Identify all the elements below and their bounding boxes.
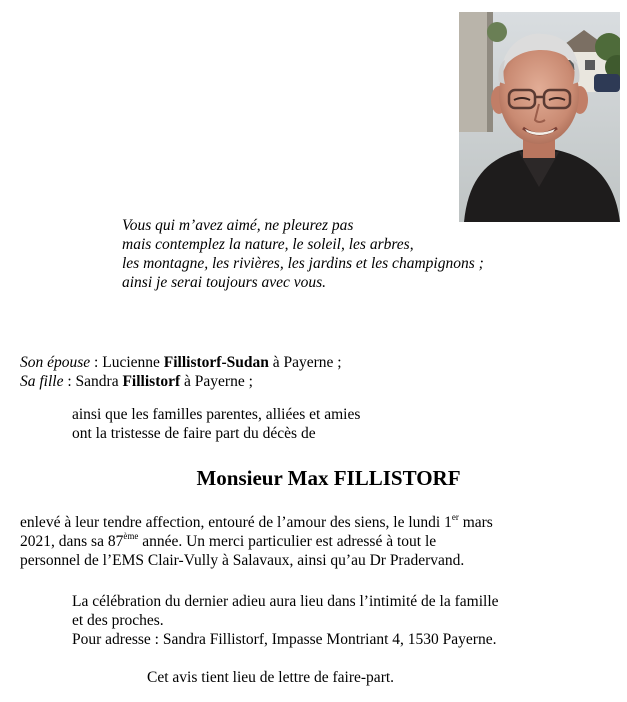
- announcement-line-2: ont la tristesse de faire part du décès de: [72, 425, 316, 442]
- daughter-name: Fillistorf: [122, 373, 181, 390]
- poem-line-3: les montagne, les rivières, les jardins et les champignons ;: [122, 255, 484, 272]
- spouse-role: Son épouse: [20, 354, 91, 371]
- poem-line-1: Vous qui m’avez aimé, ne pleurez pas: [122, 217, 354, 234]
- spouse-line: [20, 353, 342, 373]
- poem-line-4: ainsi je serai toujours avec vous.: [122, 274, 327, 291]
- paragraph-line-1b: mars: [458, 514, 493, 531]
- spouse-post: à Payerne ;: [268, 354, 342, 371]
- paragraph-line-2b: année. Un merci particulier est adressé à tout le: [138, 533, 437, 550]
- paragraph-line-1-sup: er: [451, 511, 459, 522]
- closing-note: Cet avis tient lieu de lettre de faire-part.: [147, 669, 395, 686]
- paragraph-line-2-sup: ème: [123, 530, 139, 541]
- daughter-line: [20, 372, 253, 392]
- daughter-pre: : Sandra: [63, 373, 123, 390]
- daughter-post: à Payerne ;: [180, 373, 253, 390]
- paragraph-line-3: personnel de l’EMS Clair-Vully à Salavaux, ainsi qu’au Dr Pradervand.: [20, 552, 465, 569]
- paragraph-line-1: [20, 513, 493, 533]
- ceremony-line-3: Pour adresse : Sandra Fillistorf, Impasse Montriant 4, 1530 Payerne.: [72, 631, 497, 648]
- daughter-role: Sa fille: [20, 373, 64, 390]
- paragraph-line-2: [20, 532, 436, 552]
- spouse-name: Fillistorf-Sudan: [163, 354, 269, 371]
- portrait-photo-icon: [459, 12, 620, 222]
- spouse-pre: : Lucienne: [90, 354, 164, 371]
- announcement-line-1: ainsi que les familles parentes, alliées et amies: [72, 406, 361, 423]
- paragraph-line-2a: 2021, dans sa 87: [20, 533, 124, 550]
- portrait-photo: [459, 12, 620, 222]
- ceremony-line-2: et des proches.: [72, 612, 164, 629]
- ceremony-line-1: La célébration du dernier adieu aura lieu dans l’intimité de la famille: [72, 593, 499, 610]
- poem-line-2: mais contemplez la nature, le soleil, les arbres,: [122, 236, 414, 253]
- deceased-name: Monsieur Max FILLISTORF: [196, 466, 461, 490]
- paragraph-line-1a: enlevé à leur tendre affection, entouré de l’amour des siens, le lundi 1: [20, 514, 452, 531]
